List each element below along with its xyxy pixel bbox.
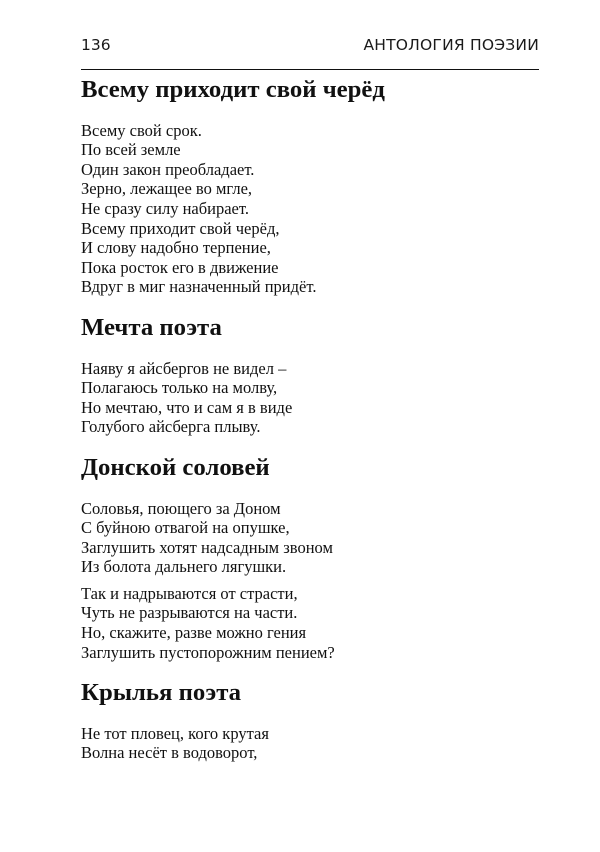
- verse-line: Заглушить пустопорожним пением?: [81, 642, 335, 662]
- verse-line: Не тот пловец, кого крутая: [81, 723, 269, 743]
- poem-title: Донской соловей: [81, 453, 270, 481]
- verse-line: Заглушить хотят надсадным звоном: [81, 537, 333, 557]
- verse-line: Так и надрываются от страсти,: [81, 583, 298, 603]
- verse-line: Пока росток его в движение: [81, 257, 279, 277]
- poem: [81, 313, 541, 437]
- verse-line: Наяву я айсбергов не видел –: [81, 358, 287, 378]
- verse-line: Волна несёт в водоворот,: [81, 743, 258, 763]
- verse-line: С буйною отвагой на опушке,: [81, 518, 290, 538]
- poem-title: Крылья поэта: [81, 679, 242, 707]
- verse-line: Один закон преобладает.: [81, 159, 255, 179]
- poem-title: Мечта поэта: [81, 313, 222, 341]
- verse-line: Всему приходит свой черёд,: [81, 218, 280, 238]
- stanza: [81, 359, 541, 437]
- page-content: [81, 76, 541, 763]
- stanza: [81, 724, 541, 763]
- verse-line: По всей земле: [81, 140, 181, 160]
- poem-title: Всему приходит свой черёд: [81, 76, 385, 103]
- verse-line: Не сразу силу набирает.: [81, 198, 249, 218]
- verse-line: Голубого айсберга плыву.: [81, 417, 261, 437]
- verse-line: Но, скажите, разве можно гения: [81, 623, 307, 643]
- verse-line: Но мечтаю, что и сам я в виде: [81, 397, 293, 417]
- verse-line: Полагаюсь только на молву,: [81, 378, 278, 398]
- stanza: [81, 499, 541, 577]
- verse-line: И слову надобно терпение,: [81, 238, 271, 258]
- verse-line: Из болота дальнего лягушки.: [81, 557, 287, 577]
- verse-line: Чуть не разрываются на части.: [81, 603, 298, 623]
- poem: [81, 76, 541, 297]
- stanza: [81, 584, 541, 662]
- verse-line: Соловья, поющего за Доном: [81, 498, 281, 518]
- poem: [81, 679, 541, 763]
- poem: [81, 453, 541, 662]
- verse-line: Вдруг в миг назначенный придёт.: [81, 277, 317, 297]
- header-rule: [81, 69, 539, 70]
- stanza: [81, 121, 541, 297]
- verse-line: Зерно, лежащее во мгле,: [81, 179, 253, 199]
- verse-line: Всему свой срок.: [81, 120, 202, 140]
- page-header: [81, 36, 539, 58]
- running-title: АНТОЛОГИЯ ПОЭЗИИ: [363, 36, 539, 54]
- page-number: 136: [81, 36, 111, 54]
